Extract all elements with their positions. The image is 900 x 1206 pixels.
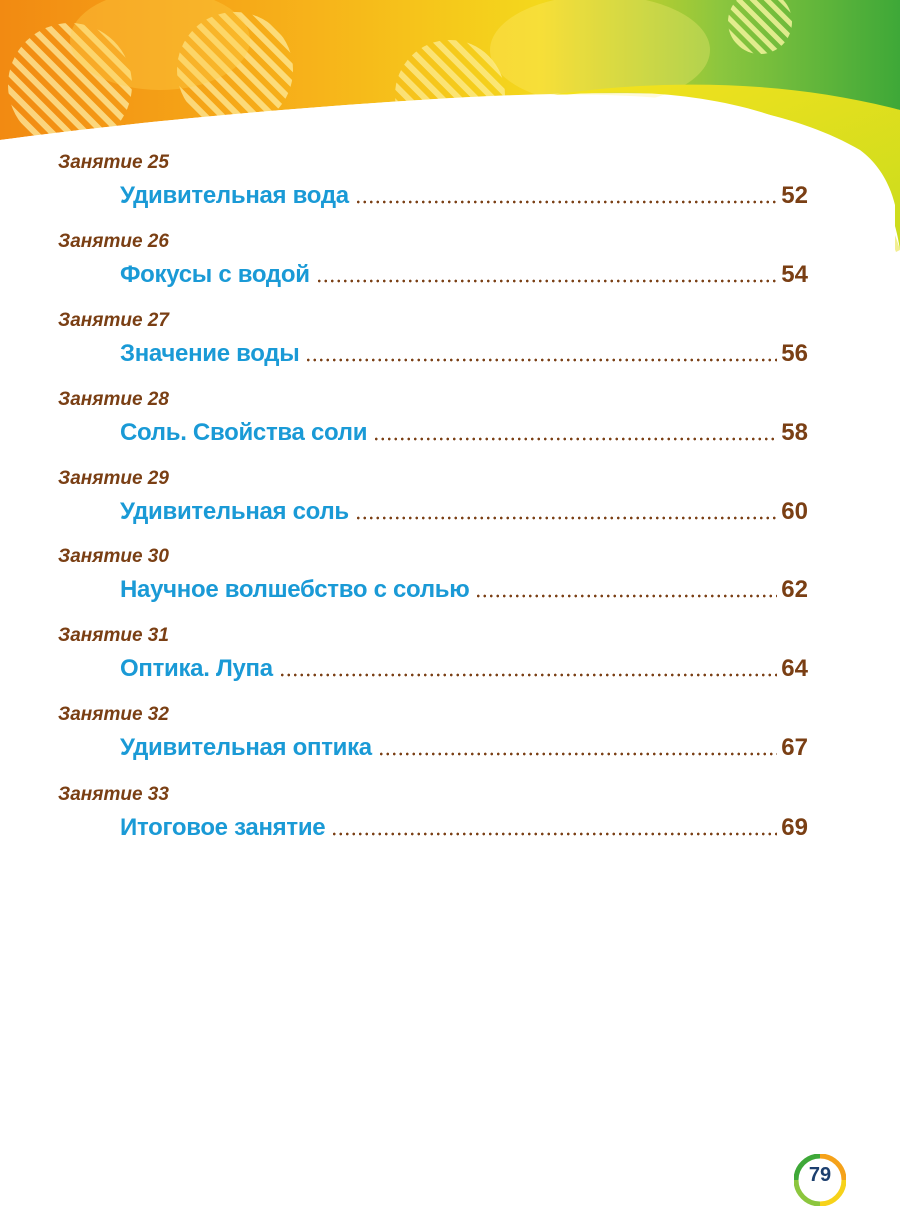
toc-line [120, 729, 808, 763]
lesson-label: Занятие 32 [58, 704, 169, 725]
lesson-page-number: 67 [781, 734, 808, 761]
toc-line [120, 809, 808, 843]
lesson-label: Занятие 26 [58, 231, 169, 252]
toc-line [120, 177, 808, 211]
dot-leader [355, 200, 778, 204]
lesson-title: Фокусы с водой [120, 261, 310, 288]
dot-leader [373, 437, 777, 441]
dot-leader [316, 279, 778, 283]
lesson-label: Занятие 33 [58, 784, 169, 805]
lesson-page-number: 64 [781, 655, 808, 682]
dot-leader [475, 594, 777, 598]
toc-entry-28[interactable] [0, 389, 900, 469]
toc-entry-31[interactable] [0, 625, 900, 705]
lesson-title: Оптика. Лупа [120, 655, 273, 682]
lesson-title: Итоговое занятие [120, 814, 326, 841]
toc-line [120, 335, 808, 369]
toc-entry-33[interactable] [0, 784, 900, 864]
lesson-page-number: 58 [781, 419, 808, 446]
toc-entry-29[interactable] [0, 468, 900, 548]
toc-entry-30[interactable] [0, 546, 900, 626]
lesson-title: Удивительная оптика [120, 734, 372, 761]
page-number: 79 [808, 1164, 832, 1186]
lesson-title: Удивительная соль [120, 498, 349, 525]
lesson-label: Занятие 29 [58, 468, 169, 489]
lesson-label: Занятие 30 [58, 546, 169, 567]
toc-line [120, 414, 808, 448]
lesson-title: Соль. Свойства соли [120, 419, 368, 446]
lesson-label: Занятие 25 [58, 152, 169, 173]
lesson-page-number: 56 [781, 340, 808, 367]
lesson-title: Удивительная вода [120, 182, 349, 209]
toc-entry-27[interactable] [0, 310, 900, 390]
lesson-title: Научное волшебство с солью [120, 576, 470, 603]
lesson-page-number: 62 [781, 576, 808, 603]
toc-line [120, 256, 808, 290]
dot-leader [355, 516, 777, 520]
lesson-page-number: 52 [781, 182, 808, 209]
toc-line [120, 571, 808, 605]
toc-line [120, 493, 808, 527]
dot-leader [279, 673, 777, 677]
lesson-page-number: 54 [781, 261, 808, 288]
toc-entry-32[interactable] [0, 704, 900, 784]
toc-line [120, 650, 808, 684]
lesson-label: Занятие 28 [58, 389, 169, 410]
toc-entry-26[interactable] [0, 231, 900, 311]
lesson-label: Занятие 27 [58, 310, 169, 331]
lesson-page-number: 69 [781, 814, 808, 841]
lesson-label: Занятие 31 [58, 625, 169, 646]
dot-leader [305, 358, 777, 362]
lesson-page-number: 60 [781, 498, 808, 525]
lesson-title: Значение воды [120, 340, 300, 367]
dot-leader [378, 752, 777, 756]
toc-entry-25[interactable] [0, 152, 900, 232]
dot-leader [331, 832, 777, 836]
